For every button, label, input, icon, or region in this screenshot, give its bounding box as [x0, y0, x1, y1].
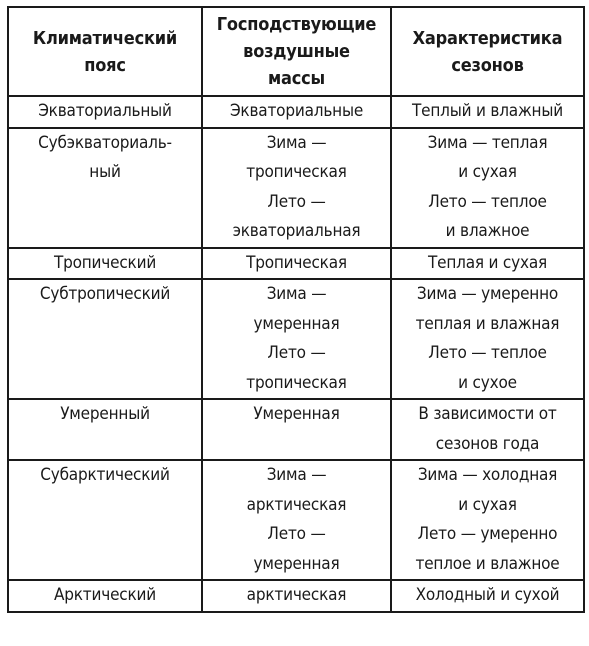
- cell-text: умеренная: [253, 553, 340, 574]
- header-text: Климатический: [32, 27, 178, 49]
- cell-text: Теплый и влажный: [412, 101, 563, 121]
- table-row: [8, 460, 584, 580]
- cell-text: тропическая: [246, 162, 347, 182]
- seasons-cell: [391, 460, 584, 580]
- belt-cell: [8, 580, 202, 612]
- masses-cell: [202, 248, 391, 280]
- cell-text: Лето —: [267, 524, 326, 544]
- seasons-cell: [391, 96, 584, 128]
- table-header-row: [8, 7, 584, 96]
- cell-text: Лето —: [267, 343, 326, 363]
- belt-cell: [8, 279, 202, 399]
- cell-text: Экваториальные: [229, 101, 364, 121]
- cell-text: Лето — теплое: [428, 343, 547, 363]
- cell-text: сезонов года: [435, 433, 540, 454]
- belt-cell: [8, 96, 202, 128]
- cell-text: арктическая: [246, 494, 347, 515]
- masses-cell: [202, 279, 391, 399]
- header-air-masses: [202, 7, 391, 96]
- cell-text: Зима —: [266, 465, 327, 485]
- cell-text: Субэкваториаль-: [38, 132, 172, 153]
- seasons-cell: [391, 128, 584, 248]
- cell-text: Зима —: [266, 284, 327, 304]
- cell-text: Умеренный: [60, 404, 150, 424]
- cell-text: Умеренная: [253, 404, 340, 424]
- cell-text: и сухое: [458, 372, 517, 393]
- table-row: [8, 580, 584, 612]
- seasons-cell: [391, 580, 584, 612]
- cell-text: Экваториальный: [38, 101, 172, 121]
- masses-cell: [202, 399, 391, 460]
- cell-text: Лето — теплое: [428, 191, 547, 212]
- cell-text: Зима — теплая: [427, 132, 548, 153]
- cell-text: Субарктический: [40, 465, 170, 485]
- belt-cell: [8, 460, 202, 580]
- cell-text: ный: [89, 162, 121, 182]
- cell-text: умеренная: [253, 313, 340, 334]
- cell-text: Теплая и сухая: [427, 252, 548, 273]
- header-text: сезонов: [451, 54, 524, 76]
- seasons-cell: [391, 399, 584, 460]
- table-row: [8, 96, 584, 128]
- header-seasons: [391, 7, 584, 96]
- cell-text: арктическая: [246, 585, 347, 605]
- header-text: Характеристика: [412, 27, 563, 49]
- cell-text: экваториальная: [232, 221, 361, 241]
- header-text: Господствующие: [216, 14, 377, 35]
- cell-text: и влажное: [445, 221, 530, 241]
- cell-text: Тропический: [53, 252, 157, 273]
- belt-cell: [8, 128, 202, 248]
- belt-cell: [8, 399, 202, 460]
- seasons-cell: [391, 248, 584, 280]
- cell-text: теплое и влажное: [415, 553, 560, 574]
- climate-belts-table: [7, 6, 585, 613]
- cell-text: Зима —: [266, 132, 327, 153]
- masses-cell: [202, 580, 391, 612]
- table-row: [8, 279, 584, 399]
- masses-cell: [202, 128, 391, 248]
- cell-text: Зима — холодная: [417, 465, 558, 485]
- cell-text: и сухая: [458, 162, 517, 182]
- cell-text: Арктический: [53, 585, 157, 605]
- masses-cell: [202, 96, 391, 128]
- cell-text: Холодный и сухой: [415, 585, 560, 605]
- seasons-cell: [391, 279, 584, 399]
- cell-text: В зависимости от: [418, 404, 557, 424]
- cell-text: Тропическая: [246, 252, 347, 273]
- belt-cell: [8, 248, 202, 280]
- cell-text: Лето —: [267, 191, 326, 212]
- table-row: [8, 248, 584, 280]
- header-climate-belt: [8, 7, 202, 96]
- masses-cell: [202, 460, 391, 580]
- header-text: массы: [268, 68, 325, 89]
- cell-text: теплая и влажная: [415, 313, 560, 334]
- table-row: [8, 128, 584, 248]
- cell-text: Субтропический: [39, 284, 171, 304]
- cell-text: тропическая: [246, 372, 347, 393]
- cell-text: и сухая: [458, 494, 517, 515]
- header-text: воздушные: [243, 41, 350, 62]
- table-row: [8, 399, 584, 460]
- cell-text: Лето — умеренно: [417, 524, 558, 544]
- header-text: пояс: [84, 54, 126, 76]
- cell-text: Зима — умеренно: [416, 284, 559, 304]
